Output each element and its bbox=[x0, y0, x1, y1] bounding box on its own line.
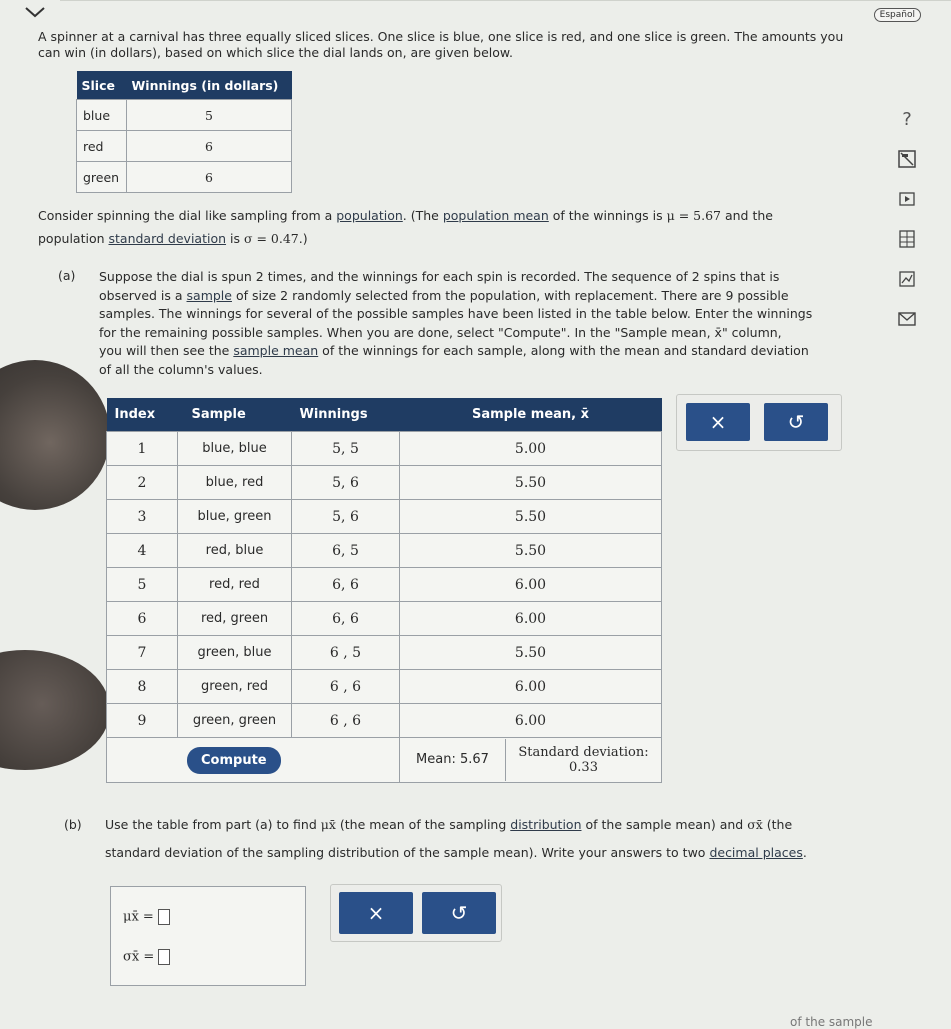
part-b-button-panel bbox=[330, 884, 502, 942]
table-row: 7 green, blue 6 , 5 5.50 bbox=[107, 636, 662, 670]
sigma-xbar-symbol: σx̄ bbox=[747, 817, 763, 832]
table-row: 8 green, red 6 , 6 6.00 bbox=[107, 670, 662, 704]
population-link[interactable]: population bbox=[336, 208, 403, 223]
help-icon[interactable]: ? bbox=[902, 108, 912, 130]
winnings-cell: 6, 6 bbox=[292, 602, 400, 636]
table-row: 3 blue, green 5, 6 5.50 bbox=[107, 500, 662, 534]
mu-value: μ = 5.67 bbox=[666, 208, 721, 223]
winnings-input[interactable]: 6 , 6 bbox=[292, 704, 400, 738]
compute-button[interactable]: Compute bbox=[187, 747, 281, 774]
part-b-instructions-line1: Use the table from part (a) to find μx̄ (the mean of the sampling distribution of the sample mean) and σx̄ (the bbox=[105, 817, 793, 832]
table-row: blue 5 bbox=[77, 100, 292, 131]
part-b-label: (b) bbox=[64, 817, 82, 832]
finger-shadow bbox=[0, 360, 110, 510]
sample-table bbox=[106, 398, 662, 783]
table-row: 2 blue, red 5, 6 5.50 bbox=[107, 466, 662, 500]
answer-box bbox=[110, 886, 306, 986]
winnings-cell: 6, 6 bbox=[292, 568, 400, 602]
calculator-icon[interactable] bbox=[893, 148, 921, 170]
winnings-cell: 5, 6 bbox=[292, 500, 400, 534]
table-row: 5 red, red 6, 6 6.00 bbox=[107, 568, 662, 602]
header-sample-mean: Sample mean, x̄ bbox=[400, 398, 662, 432]
clear-button-b[interactable]: × bbox=[339, 892, 413, 934]
table-data-icon[interactable] bbox=[893, 228, 921, 250]
header-index: Index bbox=[107, 398, 178, 432]
sample-mean-link[interactable]: sample mean bbox=[233, 343, 319, 358]
mean-result: Mean: 5.67 bbox=[400, 739, 506, 781]
distribution-link[interactable]: distribution bbox=[510, 817, 582, 832]
sigma-answer-input[interactable] bbox=[158, 949, 170, 965]
winnings-cell: 6, 5 bbox=[292, 534, 400, 568]
mail-icon[interactable] bbox=[893, 308, 921, 330]
sigma-answer-label: σx̄ = bbox=[123, 949, 155, 965]
table-row: 1 blue, blue 5, 5 5.00 bbox=[107, 432, 662, 466]
footer-fragment: of the sample bbox=[790, 1015, 873, 1029]
clear-button[interactable]: × bbox=[686, 403, 750, 441]
winnings-input[interactable]: 6 , 6 bbox=[292, 670, 400, 704]
video-play-icon[interactable] bbox=[893, 188, 921, 210]
sample-link[interactable]: sample bbox=[186, 287, 232, 303]
prize-header-slice: Slice bbox=[77, 71, 127, 100]
part-a-instructions: Suppose the dial is spun 2 times, and the winnings for each spin is recorded. The sequence of 2 spins that is observed is a sample of size 2 randomly selected from the population, with replacement. There are 9 possible samples. The winnings for several of the possible samples have been listed in the table below. Enter the winnings for the remaining possible samples. When you are done, select "Compute". In the "Sample mean, x̄" column, you will then see the sample mean of the winnings for each sample, along with the mean and standard deviation of all the column's values. bbox=[99, 269, 813, 377]
table-row: 4 red, blue 6, 5 5.50 bbox=[107, 534, 662, 568]
header-winnings: Winnings bbox=[292, 398, 400, 432]
part-a-button-panel bbox=[676, 394, 842, 451]
winnings-cell: 5, 5 bbox=[292, 432, 400, 466]
winnings-cell: 5, 6 bbox=[292, 466, 400, 500]
population-mean-link[interactable]: population mean bbox=[442, 208, 549, 223]
chevron-down-icon[interactable] bbox=[22, 4, 48, 20]
population-statement: Consider spinning the dial like sampling from a population. (The population mean of the winnings is μ = 5.67 and the bbox=[38, 208, 773, 223]
undo-button[interactable]: ↺ bbox=[764, 403, 828, 441]
prize-table bbox=[76, 71, 292, 193]
undo-button-b[interactable]: ↺ bbox=[422, 892, 496, 934]
table-row: red 6 bbox=[77, 131, 292, 162]
sigma-value: σ = 0.47 bbox=[243, 231, 299, 246]
problem-intro: A spinner at a carnival has three equally sliced slices. One slice is blue, one slice is red, and one slice is green. The amounts you can win (in dollars), based on which slice the dial lands on, are given below. bbox=[38, 29, 844, 60]
mu-xbar-symbol: μx̄ bbox=[320, 817, 336, 832]
finger-shadow bbox=[0, 650, 110, 770]
mu-answer-input[interactable] bbox=[158, 909, 170, 925]
decimal-places-link[interactable]: decimal places bbox=[709, 845, 803, 860]
part-a-label: (a) bbox=[58, 268, 76, 283]
standard-deviation-link[interactable]: standard deviation bbox=[108, 231, 227, 246]
language-toggle-button[interactable]: Español bbox=[874, 8, 921, 22]
sd-result: Standard deviation: 0.33 bbox=[518, 745, 649, 775]
table-row: 6 red, green 6, 6 6.00 bbox=[107, 602, 662, 636]
population-statement-line2: population standard deviation is σ = 0.47.) bbox=[38, 231, 308, 246]
table-row: 9 green, green 6 , 6 6.00 bbox=[107, 704, 662, 738]
prize-header-winnings: Winnings (in dollars) bbox=[127, 71, 292, 100]
part-b-instructions-line2: standard deviation of the sampling distribution of the sample mean). Write your answers to two decimal places. bbox=[105, 845, 807, 860]
header-sample: Sample bbox=[178, 398, 292, 432]
winnings-input[interactable]: 6 , 5 bbox=[292, 636, 400, 670]
mu-answer-label: μx̄ = bbox=[123, 909, 154, 925]
chart-icon[interactable] bbox=[893, 268, 921, 290]
top-divider bbox=[60, 0, 951, 1]
table-row: green 6 bbox=[77, 162, 292, 193]
